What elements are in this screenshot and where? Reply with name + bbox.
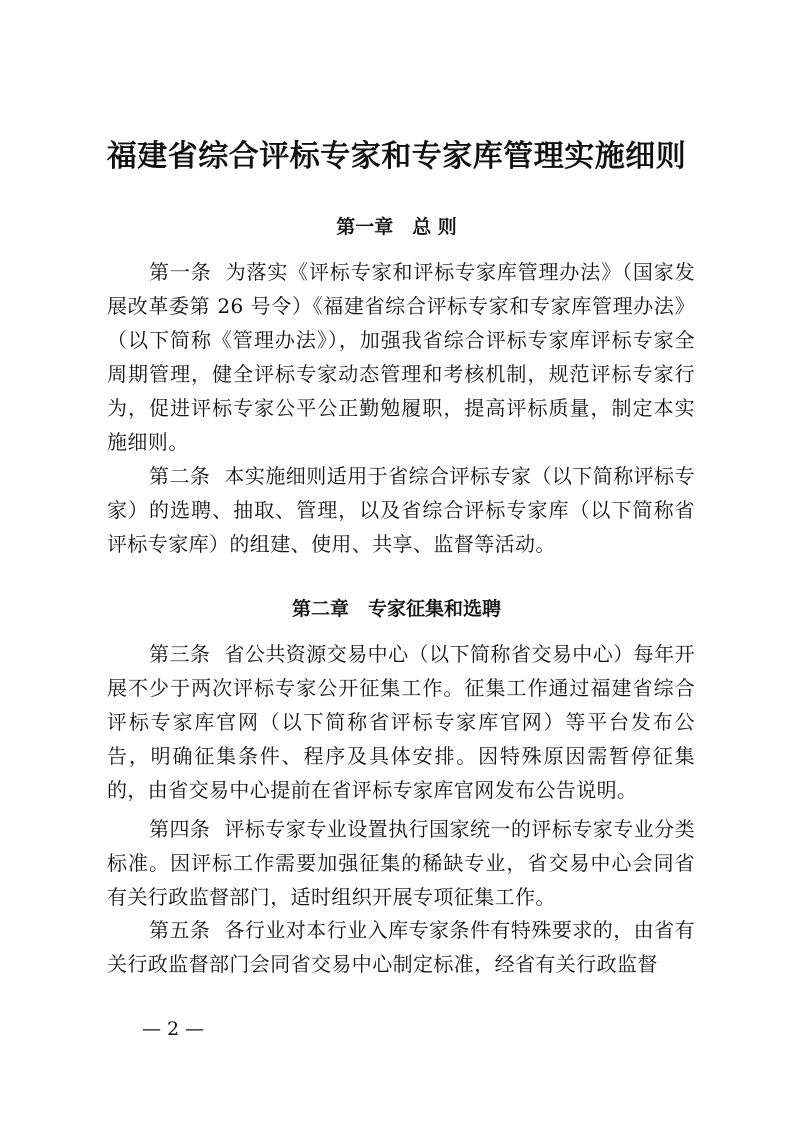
document-title: 福建省综合评标专家和专家库管理实施细则 [106, 139, 687, 174]
article-3-text: 省公共资源交易中心（以下简称省交易中心）每年开展不少于两次评标专家公开征集工作。征集工作通过福建省综合评标专家库官网（以下简称省评标专家库官网）等平台发布公告，明确征集条件、程序及具体安排。因特殊原因需暂停征集的，由省交易中心提前在省评标专家库官网发布公告说明。 [107, 642, 696, 802]
article-5-text: 各行业对本行业入库专家条件有特殊要求的，由省有关行政监督部门会同省交易中心制定标准，经省有关行政监督 [107, 918, 696, 976]
article-5 [107, 913, 695, 981]
chapter-2-heading: 第二章 专家征集和选聘 [291, 598, 501, 620]
article-1-text: 为落实《评标专家和评标专家库管理办法》（国家发展改革委第 26 号令）《福建省综合评标专家和专家库管理办法》（以下简称《管理办法》），加强我省综合评标专家库评标专家全周期管理，健全评标专家动态管理和考核机制，规范评标专家行为，促进评标专家公平公正勤勉履职，提高评标质量，制定本实施细则。 [107, 260, 695, 454]
article-1-label: 第一条 [149, 260, 212, 284]
article-4-label: 第四条 [149, 817, 211, 841]
article-2-label: 第二条 [149, 464, 211, 488]
article-3 [107, 637, 695, 807]
article-5-label: 第五条 [149, 918, 211, 942]
article-2-text: 本实施细则适用于省综合评标专家（以下简称评标专家）的选聘、抽取、管理，以及省综合评标专家库（以下简称省评标专家库）的组建、使用、共享、监督等活动。 [107, 464, 696, 556]
page-number: — 2 — [142, 1018, 205, 1040]
article-4 [107, 812, 695, 914]
chapter-1-heading: 第一章 总 则 [336, 216, 457, 238]
article-4-text: 评标专家专业设置执行国家统一的评标专家专业分类标准。因评标工作需要加强征集的稀缺专业，省交易中心会同省有关行政监督部门，适时组织开展专项征集工作。 [107, 817, 696, 909]
article-2 [107, 459, 695, 561]
article-3-label: 第三条 [149, 642, 211, 666]
article-1 [107, 255, 695, 459]
